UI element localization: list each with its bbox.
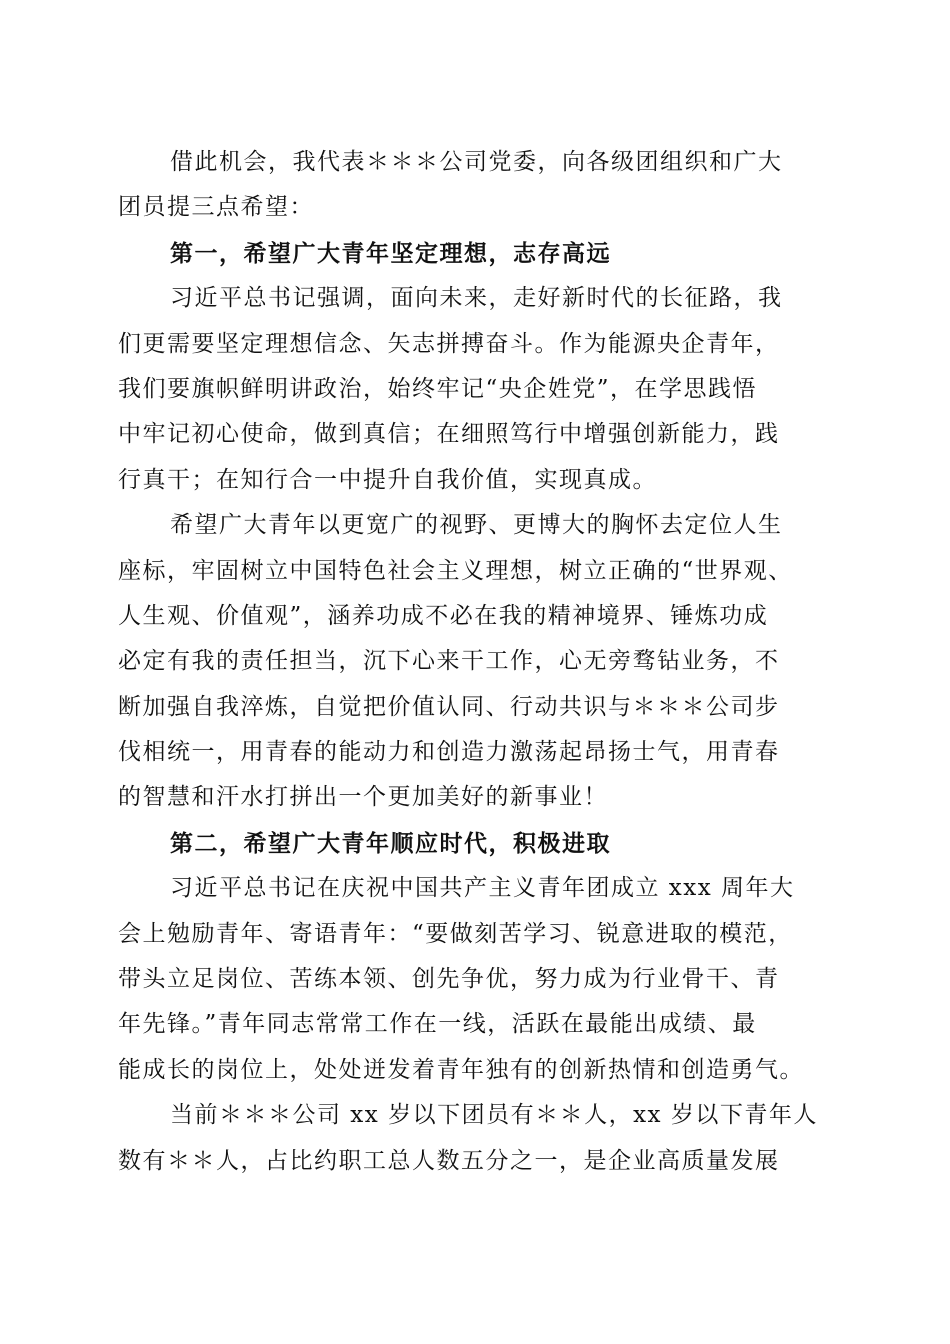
text-line: 习近平总书记强调，面向未来，走好新时代的长征路，我 [170,285,783,312]
section-heading [118,821,830,866]
text-line: 能成长的岗位上，处处迸发着青年独有的创新热情和创造勇气。 [118,1056,804,1083]
text-line: 我们要旗帜鲜明讲政治，始终牢记“央企姓党”，在学思践悟 [118,375,758,402]
text-line: 年先锋。”青年同志常常工作在一线，活跃在最能出成绩、最 [118,1011,757,1038]
text-line: 中牢记初心使命，做到真信；在细照笃行中增强创新能力，践 [118,421,780,448]
text-line: 会上勉励青年、寄语青年：“要做刻苦学习、锐意进取的模范， [118,920,793,947]
paragraph [118,276,830,503]
text-line: 们更需要坚定理想信念、矢志拼搏奋斗。作为能源央企青年， [118,330,780,357]
text-line: 座标，牢固树立中国特色社会主义理想，树立正确的“世界观、 [118,557,793,584]
text-line: 习近平总书记在庆祝中国共产主义青年团成立 xxx 周年大 [170,875,795,902]
text-line: 伐相统一，用青春的能动力和创造力激荡起昂扬士气，用青春 [118,739,780,766]
text-line: 希望广大青年以更宽广的视野、更博大的胸怀去定位人生 [170,512,783,539]
paragraph [118,866,830,1093]
paragraph [118,140,830,231]
heading-line: 第二，希望广大青年顺应时代，积极进取 [170,829,611,857]
text-line: 断加强自我淬炼，自觉把价值认同、行动共识与＊＊＊公司步 [118,693,780,720]
text-line: 人生观、价值观”，涵养功成不必在我的精神境界、锤炼功成 [118,602,769,629]
text-line: 的智慧和汗水打拼出一个更加美好的新事业！ [118,784,608,811]
text-line: 借此机会，我代表＊＊＊公司党委，向各级团组织和广大 [170,149,783,175]
text-line: 数有＊＊人，占比约职工总人数五分之一，是企业高质量发展 [118,1147,780,1174]
heading-line: 第一，希望广大青年坚定理想，志存高远 [170,239,611,267]
text-line: 团员提三点希望： [118,194,314,221]
text-line: 当前＊＊＊公司 xx 岁以下团员有＊＊人，xx 岁以下青年人 [170,1102,818,1129]
section-heading [118,231,830,276]
document-body [118,140,830,1184]
paragraph [118,503,830,821]
text-line: 行真干；在知行合一中提升自我价值，实现真成。 [118,466,657,493]
paragraph [118,1093,830,1184]
text-line: 带头立足岗位、苦练本领、创先争优，努力成为行业骨干、青 [118,966,780,993]
text-line: 必定有我的责任担当，沉下心来干工作，心无旁骛钻业务，不 [118,648,780,675]
